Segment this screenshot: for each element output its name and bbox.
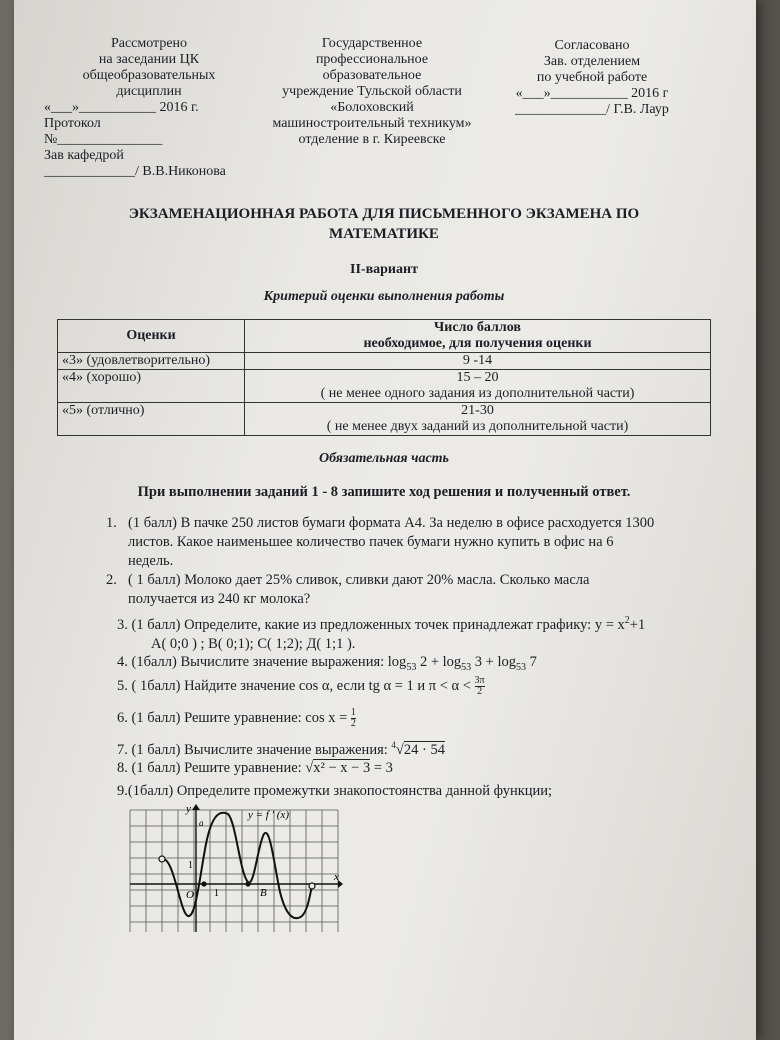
task-text: (1 балл) В пачке 250 листов бумаги формата А4. За неделю в офисе расходуется 1300 bbox=[128, 515, 655, 531]
header-left-line: общеобразовательных bbox=[82, 68, 216, 83]
header-left-line: дисциплин bbox=[116, 84, 182, 99]
exponent: 2 bbox=[624, 615, 630, 626]
task-points: А( 0;0 ) ; В( 0;1); С( 1;2); Д( 1;1 ). bbox=[151, 635, 356, 652]
x-label: x bbox=[334, 871, 339, 883]
header-right-line: Зав. отделением bbox=[543, 54, 641, 69]
task-text: 4. (1балл) Вычислите значение выражения: log bbox=[117, 654, 407, 670]
fraction-denominator: 2 bbox=[350, 718, 356, 729]
task-text: = 3 bbox=[370, 760, 393, 776]
function-graph bbox=[124, 804, 344, 938]
header-center-line: Государственное bbox=[321, 36, 423, 51]
points-cell bbox=[245, 370, 711, 403]
task-text: 7 bbox=[526, 654, 537, 670]
task-text: 5. ( 1балл) Найдите значение cos α, если tg α = 1 и π < α < bbox=[117, 677, 475, 694]
fraction bbox=[351, 708, 356, 729]
point-b-label: B bbox=[260, 887, 267, 899]
table-header-row bbox=[58, 320, 711, 353]
header-left-line: на заседании ЦК bbox=[98, 52, 200, 67]
unit-x-label: 1 bbox=[214, 888, 219, 899]
function-curve bbox=[162, 813, 312, 918]
fraction bbox=[475, 676, 485, 697]
task-6 bbox=[117, 708, 737, 729]
radical-sign: √ bbox=[305, 760, 314, 776]
exam-title bbox=[94, 204, 674, 244]
fraction-denominator: 2 bbox=[477, 686, 483, 697]
points-note: ( не менее двух заданий из дополнительной части) bbox=[326, 419, 629, 434]
header-left-date: «___»___________ 2016 г. bbox=[44, 100, 199, 115]
radical-sign: √ bbox=[395, 741, 404, 758]
exam-paper bbox=[14, 0, 756, 1040]
header-center-line: профессиональное bbox=[315, 52, 429, 67]
zero-point bbox=[245, 881, 250, 886]
task-text: 8. (1 балл) Решите уравнение: bbox=[117, 760, 306, 776]
points-cell: 9 -14 bbox=[245, 353, 711, 370]
radicand: x² − x − 3 bbox=[313, 760, 371, 776]
open-endpoint bbox=[309, 883, 315, 889]
column-header-points-line: необходимое, для получения оценки bbox=[363, 336, 592, 351]
fraction-numerator: 3π bbox=[474, 675, 485, 686]
task-8 bbox=[117, 759, 737, 778]
task-7 bbox=[117, 736, 737, 760]
column-header-points-line: Число баллов bbox=[434, 320, 521, 335]
exam-title-line: ЭКЗАМЕНАЦИОННАЯ РАБОТА ДЛЯ ПИСЬМЕННОГО ЭКЗАМЕНА ПО bbox=[128, 206, 640, 222]
origin-label: O bbox=[186, 889, 194, 901]
table-row bbox=[58, 403, 711, 436]
grade-cell: «3» (удовлетворительно) bbox=[58, 353, 245, 370]
column-header-grades: Оценки bbox=[58, 320, 245, 353]
header-left bbox=[54, 36, 244, 100]
protocol-number: №_______________ bbox=[44, 132, 163, 147]
radicand: 24 · 54 bbox=[403, 741, 445, 758]
point-a-label: a bbox=[199, 818, 204, 828]
task-9 bbox=[117, 782, 737, 801]
head-of-department: Зав кафедрой bbox=[44, 148, 124, 163]
protocol-label: Протокол bbox=[44, 116, 101, 131]
column-header-points bbox=[245, 320, 711, 353]
points-cell bbox=[245, 403, 711, 436]
variant: II-вариант bbox=[350, 262, 418, 277]
header-center bbox=[254, 36, 490, 148]
task-text: 7. (1 балл) Вычислите значение выражения: bbox=[117, 741, 392, 758]
task-text: 9.(1балл) Определите промежутки знакопостоянства данной функции; bbox=[117, 783, 553, 799]
mandatory-heading: Обязательная часть bbox=[319, 451, 449, 466]
header-center-line: машиностроительный техникум» bbox=[272, 116, 472, 131]
task-1 bbox=[106, 514, 726, 571]
task-text: недель. bbox=[128, 553, 174, 569]
y-axis-arrow bbox=[192, 804, 200, 810]
header-left-line: Рассмотрено bbox=[110, 36, 188, 51]
task-number: 2. bbox=[106, 572, 117, 588]
header-right-line: Согласовано bbox=[554, 38, 630, 53]
task-text: +1 bbox=[629, 616, 646, 633]
header-left-sign bbox=[44, 100, 254, 180]
grading-table bbox=[57, 319, 711, 436]
task-text: получается из 240 кг молока? bbox=[128, 591, 311, 607]
log-base: 53 bbox=[516, 661, 526, 673]
exam-title-line: МАТЕМАТИКЕ bbox=[329, 226, 439, 242]
header-right-line: по учебной работе bbox=[536, 70, 648, 85]
header-right-line: _____________/ Г.В. Лаур bbox=[515, 102, 669, 117]
fraction-numerator: 1 bbox=[350, 707, 356, 718]
grade-cell: «4» (хорошо) bbox=[58, 370, 245, 403]
task-text: 3 + log bbox=[471, 654, 516, 670]
task-5 bbox=[117, 676, 737, 697]
grade-cell: «5» (отлично) bbox=[58, 403, 245, 436]
task-text: 6. (1 балл) Решите уравнение: cos x = bbox=[117, 709, 351, 726]
task-4 bbox=[117, 653, 737, 677]
task-text: листов. Какое наименьшее количество пачек бумаги нужно купить в офис на 6 bbox=[128, 534, 614, 550]
unit-y-label: 1 bbox=[188, 860, 193, 871]
y-label: y bbox=[186, 804, 191, 815]
header-center-line: «Болоховский bbox=[330, 100, 414, 115]
log-base: 53 bbox=[406, 661, 417, 673]
points-value: 21-30 bbox=[461, 403, 494, 418]
zero-point bbox=[201, 881, 206, 886]
open-endpoint bbox=[159, 856, 165, 862]
header-right bbox=[492, 38, 692, 118]
criteria-title: Критерий оценки выполнения работы bbox=[263, 289, 505, 304]
task-text: ( 1 балл) Молоко дает 25% сливок, сливки дают 20% масла. Сколько масла bbox=[128, 572, 590, 588]
points-value: 15 – 20 bbox=[456, 370, 499, 385]
function-label: y = f ′ (x) bbox=[248, 809, 289, 821]
task-text: 2 + log bbox=[416, 654, 462, 670]
points-note: ( не менее одного задания из дополнительной части) bbox=[320, 386, 635, 401]
log-base: 53 bbox=[461, 661, 472, 673]
table-row bbox=[58, 370, 711, 403]
header-center-line: отделение в г. Киреевске bbox=[298, 132, 446, 147]
header-center-line: учреждение Тульской области bbox=[282, 84, 462, 99]
task-number: 1. bbox=[106, 515, 117, 531]
task-2 bbox=[106, 571, 726, 609]
header-right-line: «___»___________ 2016 г bbox=[515, 86, 669, 101]
task-text: 3. (1 балл) Определите, какие из предложенных точек принадлежат графику: y = x bbox=[117, 616, 625, 633]
root-index: 4 bbox=[391, 740, 396, 750]
header-center-line: образовательное bbox=[322, 68, 422, 83]
instruction: При выполнении заданий 1 - 8 запишите ход решения и полученный ответ. bbox=[137, 484, 631, 500]
task-3 bbox=[117, 611, 737, 654]
table-row bbox=[58, 353, 711, 370]
head-signature: _____________/ В.В.Никонова bbox=[44, 164, 226, 179]
